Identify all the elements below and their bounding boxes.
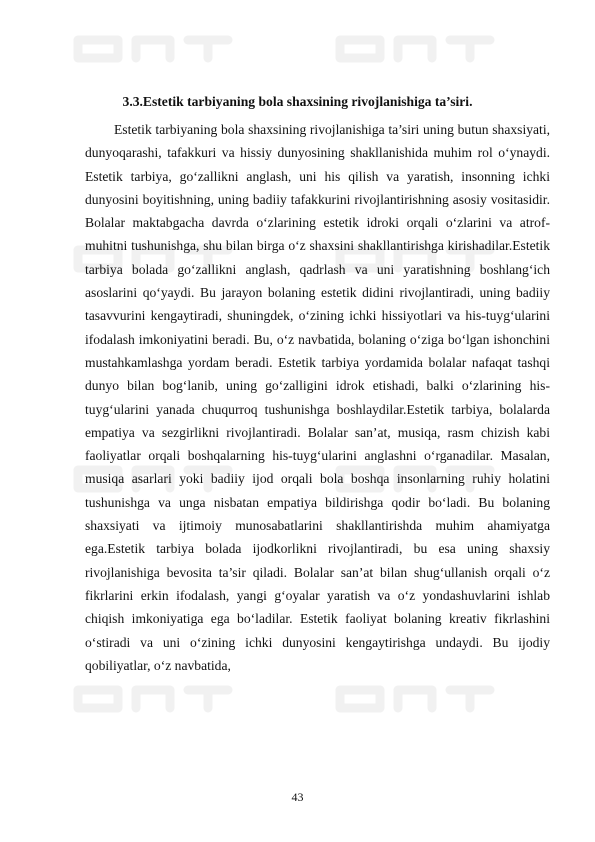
page-number: 43 [291, 790, 304, 804]
watermark-glyph [340, 690, 490, 708]
watermark-glyph [340, 40, 490, 58]
watermark-glyph [78, 40, 228, 58]
section-heading: 3.3.Estetik tarbiyaning bola shaxsining rivojlanishiga ta’siri. [122, 94, 473, 109]
body-paragraph: Estetik tarbiyaning bola shaxsining rivojlanishiga ta’siri uning butun shaxsiyati, dunyoqarashi, tafakkuri va hissiy dunyosining shakllanishida muhim rol o‘ynaydi. Estetik tarbiya, go‘zallikni anglash, uni his qilish va yaratish, insonning ichki dunyosini boyitishning, uning badiiy tafakkurini rivojlantirishning asosiy vositasidir. Bolalar maktabgacha davrda o‘zlarining estetik idroki orqali o‘zlarini va atrof-muhitni tushunishga, shu bilan birga o‘z shaxsini shakllantirishga kirishadilar.Estetik tarbiya bolada go‘zallikni anglash, qadrlash va uni yaratishning boshlang‘ich asoslarini qo‘yaydi. Bu jarayon bolaning estetik didini rivojlantiradi, uning badiiy tasavvurini kengaytiradi, shuningdek, o‘zining ichki hissiyotlari va his-tuyg‘ularini ifodalash imkoniyatini beradi. Bu, o‘z navbatida, bolaning o‘ziga bo‘lgan ishonchini mustahkamlashga yordam beradi. Estetik tarbiya yordamida bolalar nafaqat tashqi dunyo bilan bog‘lanib, uning go‘zalligini idrok etishadi, balki o‘zlarining his-tuyg‘ularini yanada chuqurroq tushunishga boshlaydilar.Estetik tarbiya, bolalarda empatiya va sezgirlikni rivojlantiradi. Bolalar san’at, musiqa, rasm chizish kabi faoliyatlar orqali boshqalarning his-tuyg‘ularini anglashni o‘rganadilar. Masalan, musiqa asarlari yoki badiiy ijod orqali bola boshqa insonlarning ruhiy holatini tushunishga va unga nisbatan empatiya bildirishga qodir bo‘ladi. Bu bolaning shaxsiyati va ijtimoiy munosabatlarini shakllantirishda muhim ahamiyatga ega.Estetik tarbiya bolada ijodkorlikni rivojlantiradi, bu esa uning shaxsiy rivojlanishiga bevosita ta’sir qiladi. Bolalar san’at bilan shug‘ullanish orqali o‘z fikrlarini erkin ifodalash, yangi g‘oyalar yaratish va o‘z yondashuvlarini ishlab chiqish imkoniyatiga ega bo‘ladilar. Estetik faoliyat bolaning kreativ fikrlashini o‘stiradi va uni o‘zining ichki dunyosini kengaytirishga undaydi. Bu ijodiy qobiliyatlar, o‘z navbatida, [85, 122, 550, 673]
watermark-glyph [78, 690, 228, 708]
